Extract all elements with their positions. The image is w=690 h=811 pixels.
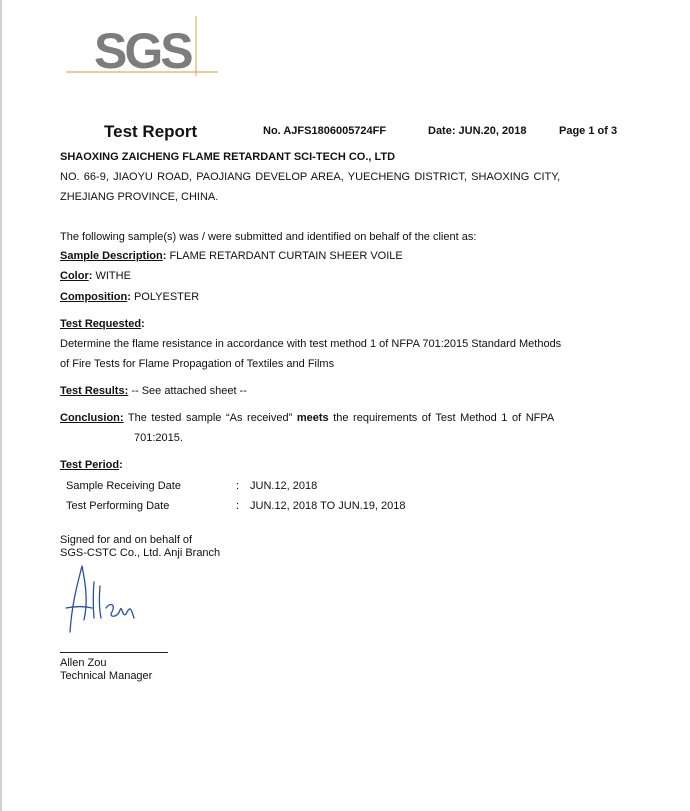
conclusion-text-post: the requirements of Test Method 1 of NFPA <box>333 412 555 424</box>
sample-description-label: Sample Description <box>60 250 163 262</box>
sample-description-value: FLAME RETARDANT CURTAIN SHEER VOILE <box>169 250 403 262</box>
test-period-label: Test Period <box>60 459 120 471</box>
test-results-label: Test Results: <box>60 385 129 397</box>
handwritten-signature <box>60 562 150 640</box>
test-requested-line2: of Fire Tests for Flame Propagation of Textiles and Films <box>60 358 335 370</box>
signed-for-line2: SGS-CSTC Co., Ltd. Anji Branch <box>60 547 221 559</box>
test-results <box>60 385 247 397</box>
period-row-label: Sample Receiving Date <box>66 480 181 492</box>
test-period-heading: Test Period: <box>60 459 123 471</box>
client-address-line1: NO. 66-9, JIAOYU ROAD, PAOJIANG DEVELOP AREA, YUECHENG DISTRICT, SHAOXING CITY, <box>60 171 561 183</box>
period-row-value: JUN.12, 2018 <box>250 480 318 492</box>
period-row-value: JUN.12, 2018 TO JUN.19, 2018 <box>250 500 406 512</box>
intro-text: The following sample(s) was / were submitted and identified on behalf of the client as: <box>60 231 477 243</box>
period-row-sep: : <box>236 480 240 492</box>
period-row-sep: : <box>236 500 240 512</box>
conclusion-text-pre: The tested sample “As received” <box>127 412 293 424</box>
client-address-line2: ZHEJIANG PROVINCE, CHINA. <box>60 191 219 203</box>
period-row-label: Test Performing Date <box>66 500 170 512</box>
logo-text: SGS <box>94 23 191 76</box>
conclusion-label: Conclusion: <box>60 412 124 424</box>
signature-line <box>60 652 168 653</box>
color-value: WITHE <box>95 270 131 282</box>
conclusion <box>60 412 554 424</box>
report-date: Date: JUN.20, 2018 <box>428 125 527 137</box>
signer-name: Allen Zou <box>60 657 107 669</box>
sample-composition: Composition: POLYESTER <box>60 291 200 303</box>
page-edge <box>0 0 2 811</box>
signed-for-line1: Signed for and on behalf of <box>60 534 193 546</box>
test-requested-heading: Test Requested: <box>60 318 145 330</box>
conclusion-line2: 701:2015. <box>134 432 183 444</box>
test-results-value: -- See attached sheet -- <box>131 385 247 397</box>
client-name: SHAOXING ZAICHENG FLAME RETARDANT SCI-TECH CO., LTD <box>60 151 396 163</box>
report-title: Test Report <box>104 122 198 141</box>
sgs-logo <box>66 16 218 76</box>
conclusion-text-bold: meets <box>296 412 329 424</box>
report-number: No. AJFS1806005724FF <box>263 125 387 137</box>
color-label: Color <box>60 270 89 282</box>
composition-value: POLYESTER <box>133 291 200 303</box>
test-requested-label: Test Requested <box>60 318 142 330</box>
signer-role: Technical Manager <box>60 670 153 682</box>
page-number: Page 1 of 3 <box>559 125 618 137</box>
test-requested-line1: Determine the flame resistance in accordance with test method 1 of NFPA 701:2015 Standard Methods <box>60 338 562 350</box>
composition-label: Composition <box>60 291 128 303</box>
sample-description: Sample Description: FLAME RETARDANT CURTAIN SHEER VOILE <box>60 250 403 262</box>
sample-color: Color: WITHE <box>60 270 131 282</box>
